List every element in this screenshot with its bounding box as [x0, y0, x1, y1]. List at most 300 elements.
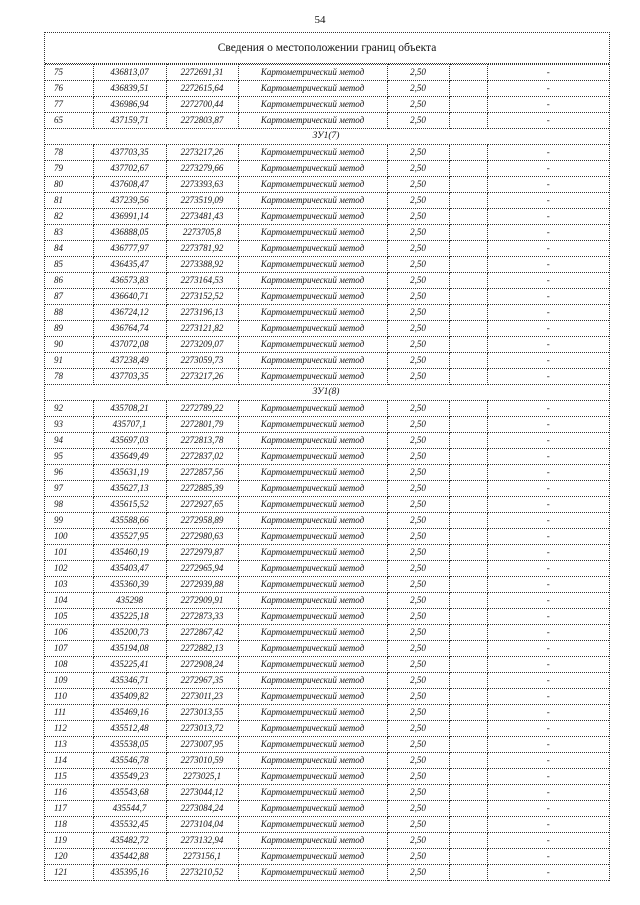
y-coordinate-cell: 2272958,89 [166, 513, 238, 529]
description-cell: - [487, 817, 609, 833]
table-row [45, 545, 609, 561]
description-cell: - [487, 497, 609, 513]
y-coordinate-cell: 2273781,92 [166, 241, 238, 257]
accuracy-cell: 2,50 [387, 593, 449, 609]
x-coordinate-cell: 435546,78 [93, 753, 166, 769]
x-coordinate-cell: 435298 [93, 593, 166, 609]
empty-cell [449, 161, 487, 177]
point-number-cell: 117 [45, 801, 93, 817]
table-row [45, 577, 609, 593]
y-coordinate-cell: 2272837,02 [166, 449, 238, 465]
method-cell: Картометрический метод [238, 97, 387, 113]
table-row [45, 785, 609, 801]
x-coordinate-cell: 435346,71 [93, 673, 166, 689]
method-cell: Картометрический метод [238, 641, 387, 657]
table-row [45, 401, 609, 417]
point-number-cell: 94 [45, 433, 93, 449]
point-number-cell: 93 [45, 417, 93, 433]
x-coordinate-cell: 435527,95 [93, 529, 166, 545]
description-cell: - [487, 81, 609, 97]
point-number-cell: 92 [45, 401, 93, 417]
empty-cell [449, 369, 487, 385]
method-cell: Картометрический метод [238, 369, 387, 385]
point-number-cell: 105 [45, 609, 93, 625]
method-cell: Картометрический метод [238, 497, 387, 513]
point-number-cell: 77 [45, 97, 93, 113]
description-cell: - [487, 705, 609, 721]
x-coordinate-cell: 437703,35 [93, 369, 166, 385]
x-coordinate-cell: 437702,67 [93, 161, 166, 177]
method-cell: Картометрический метод [238, 577, 387, 593]
accuracy-cell: 2,50 [387, 145, 449, 161]
description-cell: - [487, 577, 609, 593]
y-coordinate-cell: 2273010,59 [166, 753, 238, 769]
x-coordinate-cell: 435631,19 [93, 465, 166, 481]
x-coordinate-cell: 435549,23 [93, 769, 166, 785]
x-coordinate-cell: 435512,48 [93, 721, 166, 737]
accuracy-cell: 2,50 [387, 113, 449, 129]
description-cell: - [487, 481, 609, 497]
accuracy-cell: 2,50 [387, 449, 449, 465]
point-number-cell: 106 [45, 625, 93, 641]
point-number-cell: 76 [45, 81, 93, 97]
empty-cell [449, 241, 487, 257]
table-row [45, 513, 609, 529]
accuracy-cell: 2,50 [387, 65, 449, 81]
description-cell: - [487, 113, 609, 129]
table-row [45, 225, 609, 241]
empty-cell [449, 145, 487, 161]
y-coordinate-cell: 2273210,52 [166, 865, 238, 881]
accuracy-cell: 2,50 [387, 753, 449, 769]
y-coordinate-cell: 2272789,22 [166, 401, 238, 417]
table-row [45, 817, 609, 833]
table-row [45, 849, 609, 865]
x-coordinate-cell: 435442,88 [93, 849, 166, 865]
description-cell: - [487, 97, 609, 113]
point-number-cell: 99 [45, 513, 93, 529]
table-row [45, 257, 609, 273]
description-cell: - [487, 689, 609, 705]
point-number-cell: 89 [45, 321, 93, 337]
accuracy-cell: 2,50 [387, 193, 449, 209]
y-coordinate-cell: 2272873,33 [166, 609, 238, 625]
point-number-cell: 65 [45, 113, 93, 129]
x-coordinate-cell: 436435,47 [93, 257, 166, 273]
table-row [45, 241, 609, 257]
point-number-cell: 90 [45, 337, 93, 353]
description-cell: - [487, 433, 609, 449]
y-coordinate-cell: 2272615,64 [166, 81, 238, 97]
table-row [45, 433, 609, 449]
x-coordinate-cell: 437238,49 [93, 353, 166, 369]
accuracy-cell: 2,50 [387, 657, 449, 673]
table-row [45, 625, 609, 641]
method-cell: Картометрический метод [238, 657, 387, 673]
point-number-cell: 82 [45, 209, 93, 225]
empty-cell [449, 209, 487, 225]
empty-cell [449, 817, 487, 833]
point-number-cell: 84 [45, 241, 93, 257]
y-coordinate-cell: 2273007,95 [166, 737, 238, 753]
method-cell: Картометрический метод [238, 113, 387, 129]
description-cell: - [487, 785, 609, 801]
x-coordinate-cell: 435708,21 [93, 401, 166, 417]
method-cell: Картометрический метод [238, 209, 387, 225]
y-coordinate-cell: 2273132,94 [166, 833, 238, 849]
point-number-cell: 108 [45, 657, 93, 673]
description-cell: - [487, 209, 609, 225]
accuracy-cell: 2,50 [387, 529, 449, 545]
empty-cell [449, 529, 487, 545]
method-cell: Картометрический метод [238, 225, 387, 241]
description-cell: - [487, 529, 609, 545]
y-coordinate-cell: 2273156,1 [166, 849, 238, 865]
point-number-cell: 109 [45, 673, 93, 689]
y-coordinate-cell: 2272885,39 [166, 481, 238, 497]
accuracy-cell: 2,50 [387, 465, 449, 481]
method-cell: Картометрический метод [238, 145, 387, 161]
table-row [45, 833, 609, 849]
empty-cell [449, 305, 487, 321]
y-coordinate-cell: 2272965,94 [166, 561, 238, 577]
accuracy-cell: 2,50 [387, 625, 449, 641]
y-coordinate-cell: 2272691,31 [166, 65, 238, 81]
y-coordinate-cell: 2272700,44 [166, 97, 238, 113]
empty-cell [449, 721, 487, 737]
x-coordinate-cell: 437072,08 [93, 337, 166, 353]
description-cell: - [487, 833, 609, 849]
point-number-cell: 115 [45, 769, 93, 785]
table-row [45, 769, 609, 785]
table-row [45, 209, 609, 225]
table-row [45, 705, 609, 721]
description-cell: - [487, 417, 609, 433]
empty-cell [449, 481, 487, 497]
empty-cell [449, 225, 487, 241]
x-coordinate-cell: 436986,94 [93, 97, 166, 113]
method-cell: Картометрический метод [238, 833, 387, 849]
empty-cell [449, 609, 487, 625]
x-coordinate-cell: 437239,56 [93, 193, 166, 209]
y-coordinate-cell: 2272980,63 [166, 529, 238, 545]
accuracy-cell: 2,50 [387, 353, 449, 369]
empty-cell [449, 417, 487, 433]
point-number-cell: 75 [45, 65, 93, 81]
description-cell: - [487, 241, 609, 257]
x-coordinate-cell: 435697,03 [93, 433, 166, 449]
empty-cell [449, 577, 487, 593]
empty-cell [449, 321, 487, 337]
section-label: ЗУ1(7) [45, 129, 609, 145]
point-number-cell: 97 [45, 481, 93, 497]
point-number-cell: 103 [45, 577, 93, 593]
table-row [45, 81, 609, 97]
x-coordinate-cell: 435360,39 [93, 577, 166, 593]
description-cell: - [487, 145, 609, 161]
method-cell: Картометрический метод [238, 849, 387, 865]
point-number-cell: 80 [45, 177, 93, 193]
y-coordinate-cell: 2273279,66 [166, 161, 238, 177]
empty-cell [449, 673, 487, 689]
description-cell: - [487, 769, 609, 785]
x-coordinate-cell: 436573,83 [93, 273, 166, 289]
method-cell: Картометрический метод [238, 465, 387, 481]
accuracy-cell: 2,50 [387, 737, 449, 753]
point-number-cell: 110 [45, 689, 93, 705]
empty-cell [449, 753, 487, 769]
method-cell: Картометрический метод [238, 721, 387, 737]
accuracy-cell: 2,50 [387, 161, 449, 177]
accuracy-cell: 2,50 [387, 305, 449, 321]
section-header-row [45, 385, 609, 401]
x-coordinate-cell: 435194,08 [93, 641, 166, 657]
table-row [45, 609, 609, 625]
description-cell: - [487, 321, 609, 337]
accuracy-cell: 2,50 [387, 273, 449, 289]
table-row [45, 337, 609, 353]
point-number-cell: 111 [45, 705, 93, 721]
point-number-cell: 78 [45, 369, 93, 385]
empty-cell [449, 769, 487, 785]
table-row [45, 641, 609, 657]
accuracy-cell: 2,50 [387, 513, 449, 529]
y-coordinate-cell: 2272803,87 [166, 113, 238, 129]
method-cell: Картометрический метод [238, 689, 387, 705]
accuracy-cell: 2,50 [387, 721, 449, 737]
accuracy-cell: 2,50 [387, 817, 449, 833]
table-row [45, 657, 609, 673]
table-row [45, 465, 609, 481]
table-row [45, 305, 609, 321]
y-coordinate-cell: 2273011,23 [166, 689, 238, 705]
accuracy-cell: 2,50 [387, 81, 449, 97]
empty-cell [449, 449, 487, 465]
y-coordinate-cell: 2273013,55 [166, 705, 238, 721]
x-coordinate-cell: 435649,49 [93, 449, 166, 465]
description-cell: - [487, 609, 609, 625]
description-cell: - [487, 193, 609, 209]
empty-cell [449, 289, 487, 305]
table-row [45, 721, 609, 737]
accuracy-cell: 2,50 [387, 257, 449, 273]
table-title: Сведения о местоположении границ объекта [45, 33, 609, 64]
method-cell: Картометрический метод [238, 257, 387, 273]
x-coordinate-cell: 436991,14 [93, 209, 166, 225]
point-number-cell: 121 [45, 865, 93, 881]
accuracy-cell: 2,50 [387, 849, 449, 865]
accuracy-cell: 2,50 [387, 545, 449, 561]
description-cell: - [487, 225, 609, 241]
method-cell: Картометрический метод [238, 513, 387, 529]
table-row [45, 529, 609, 545]
table-row [45, 481, 609, 497]
method-cell: Картометрический метод [238, 337, 387, 353]
method-cell: Картометрический метод [238, 609, 387, 625]
empty-cell [449, 561, 487, 577]
description-cell: - [487, 753, 609, 769]
table-row [45, 353, 609, 369]
accuracy-cell: 2,50 [387, 433, 449, 449]
method-cell: Картометрический метод [238, 769, 387, 785]
description-cell: - [487, 449, 609, 465]
description-cell: - [487, 369, 609, 385]
x-coordinate-cell: 436777,97 [93, 241, 166, 257]
empty-cell [449, 641, 487, 657]
table-row [45, 161, 609, 177]
accuracy-cell: 2,50 [387, 609, 449, 625]
method-cell: Картометрический метод [238, 529, 387, 545]
point-number-cell: 120 [45, 849, 93, 865]
description-cell: - [487, 257, 609, 273]
x-coordinate-cell: 435544,7 [93, 801, 166, 817]
table-row [45, 97, 609, 113]
description-cell: - [487, 865, 609, 881]
x-coordinate-cell: 435403,47 [93, 561, 166, 577]
description-cell: - [487, 721, 609, 737]
x-coordinate-cell: 435707,1 [93, 417, 166, 433]
accuracy-cell: 2,50 [387, 673, 449, 689]
table-row [45, 497, 609, 513]
y-coordinate-cell: 2272908,24 [166, 657, 238, 673]
point-number-cell: 114 [45, 753, 93, 769]
accuracy-cell: 2,50 [387, 209, 449, 225]
coordinates-rows [45, 65, 609, 881]
description-cell: - [487, 289, 609, 305]
x-coordinate-cell: 437159,71 [93, 113, 166, 129]
x-coordinate-cell: 435538,05 [93, 737, 166, 753]
y-coordinate-cell: 2273209,07 [166, 337, 238, 353]
description-cell: - [487, 305, 609, 321]
method-cell: Картометрический метод [238, 449, 387, 465]
y-coordinate-cell: 2273481,43 [166, 209, 238, 225]
point-number-cell: 102 [45, 561, 93, 577]
accuracy-cell: 2,50 [387, 177, 449, 193]
empty-cell [449, 689, 487, 705]
method-cell: Картометрический метод [238, 193, 387, 209]
x-coordinate-cell: 435543,68 [93, 785, 166, 801]
x-coordinate-cell: 435460,19 [93, 545, 166, 561]
table-row [45, 753, 609, 769]
accuracy-cell: 2,50 [387, 577, 449, 593]
y-coordinate-cell: 2273025,1 [166, 769, 238, 785]
table-row [45, 289, 609, 305]
empty-cell [449, 337, 487, 353]
accuracy-cell: 2,50 [387, 561, 449, 577]
accuracy-cell: 2,50 [387, 241, 449, 257]
accuracy-cell: 2,50 [387, 785, 449, 801]
table-row [45, 561, 609, 577]
empty-cell [449, 801, 487, 817]
description-cell: - [487, 673, 609, 689]
x-coordinate-cell: 435532,45 [93, 817, 166, 833]
table-row [45, 449, 609, 465]
point-number-cell: 116 [45, 785, 93, 801]
method-cell: Картометрический метод [238, 305, 387, 321]
empty-cell [449, 97, 487, 113]
method-cell: Картометрический метод [238, 865, 387, 881]
method-cell: Картометрический метод [238, 593, 387, 609]
y-coordinate-cell: 2272882,13 [166, 641, 238, 657]
table-row [45, 737, 609, 753]
empty-cell [449, 593, 487, 609]
y-coordinate-cell: 2272909,91 [166, 593, 238, 609]
table-row [45, 417, 609, 433]
accuracy-cell: 2,50 [387, 401, 449, 417]
method-cell: Картометрический метод [238, 561, 387, 577]
point-number-cell: 119 [45, 833, 93, 849]
x-coordinate-cell: 435615,52 [93, 497, 166, 513]
method-cell: Картометрический метод [238, 417, 387, 433]
table-row [45, 689, 609, 705]
point-number-cell: 85 [45, 257, 93, 273]
table-row [45, 673, 609, 689]
empty-cell [449, 833, 487, 849]
accuracy-cell: 2,50 [387, 417, 449, 433]
y-coordinate-cell: 2272979,87 [166, 545, 238, 561]
x-coordinate-cell: 436764,74 [93, 321, 166, 337]
section-header-row [45, 129, 609, 145]
y-coordinate-cell: 2273217,26 [166, 369, 238, 385]
description-cell: - [487, 545, 609, 561]
y-coordinate-cell: 2273519,09 [166, 193, 238, 209]
method-cell: Картометрический метод [238, 289, 387, 305]
point-number-cell: 118 [45, 817, 93, 833]
method-cell: Картометрический метод [238, 353, 387, 369]
x-coordinate-cell: 435482,72 [93, 833, 166, 849]
empty-cell [449, 513, 487, 529]
x-coordinate-cell: 435627,13 [93, 481, 166, 497]
point-number-cell: 95 [45, 449, 93, 465]
method-cell: Картометрический метод [238, 481, 387, 497]
table-row [45, 177, 609, 193]
point-number-cell: 98 [45, 497, 93, 513]
empty-cell [449, 433, 487, 449]
description-cell: - [487, 561, 609, 577]
y-coordinate-cell: 2272939,88 [166, 577, 238, 593]
x-coordinate-cell: 436813,07 [93, 65, 166, 81]
description-cell: - [487, 177, 609, 193]
x-coordinate-cell: 435409,82 [93, 689, 166, 705]
x-coordinate-cell: 437703,35 [93, 145, 166, 161]
method-cell: Картометрический метод [238, 433, 387, 449]
table-row [45, 193, 609, 209]
description-cell: - [487, 465, 609, 481]
y-coordinate-cell: 2272857,56 [166, 465, 238, 481]
empty-cell [449, 65, 487, 81]
y-coordinate-cell: 2273104,04 [166, 817, 238, 833]
accuracy-cell: 2,50 [387, 337, 449, 353]
y-coordinate-cell: 2273388,92 [166, 257, 238, 273]
empty-cell [449, 257, 487, 273]
description-cell: - [487, 801, 609, 817]
empty-cell [449, 353, 487, 369]
empty-cell [449, 113, 487, 129]
x-coordinate-cell: 436724,12 [93, 305, 166, 321]
empty-cell [449, 657, 487, 673]
accuracy-cell: 2,50 [387, 833, 449, 849]
description-cell: - [487, 65, 609, 81]
table-row [45, 321, 609, 337]
description-cell: - [487, 737, 609, 753]
method-cell: Картометрический метод [238, 817, 387, 833]
point-number-cell: 78 [45, 145, 93, 161]
description-cell: - [487, 625, 609, 641]
method-cell: Картометрический метод [238, 625, 387, 641]
x-coordinate-cell: 435200,73 [93, 625, 166, 641]
method-cell: Картометрический метод [238, 401, 387, 417]
method-cell: Картометрический метод [238, 321, 387, 337]
